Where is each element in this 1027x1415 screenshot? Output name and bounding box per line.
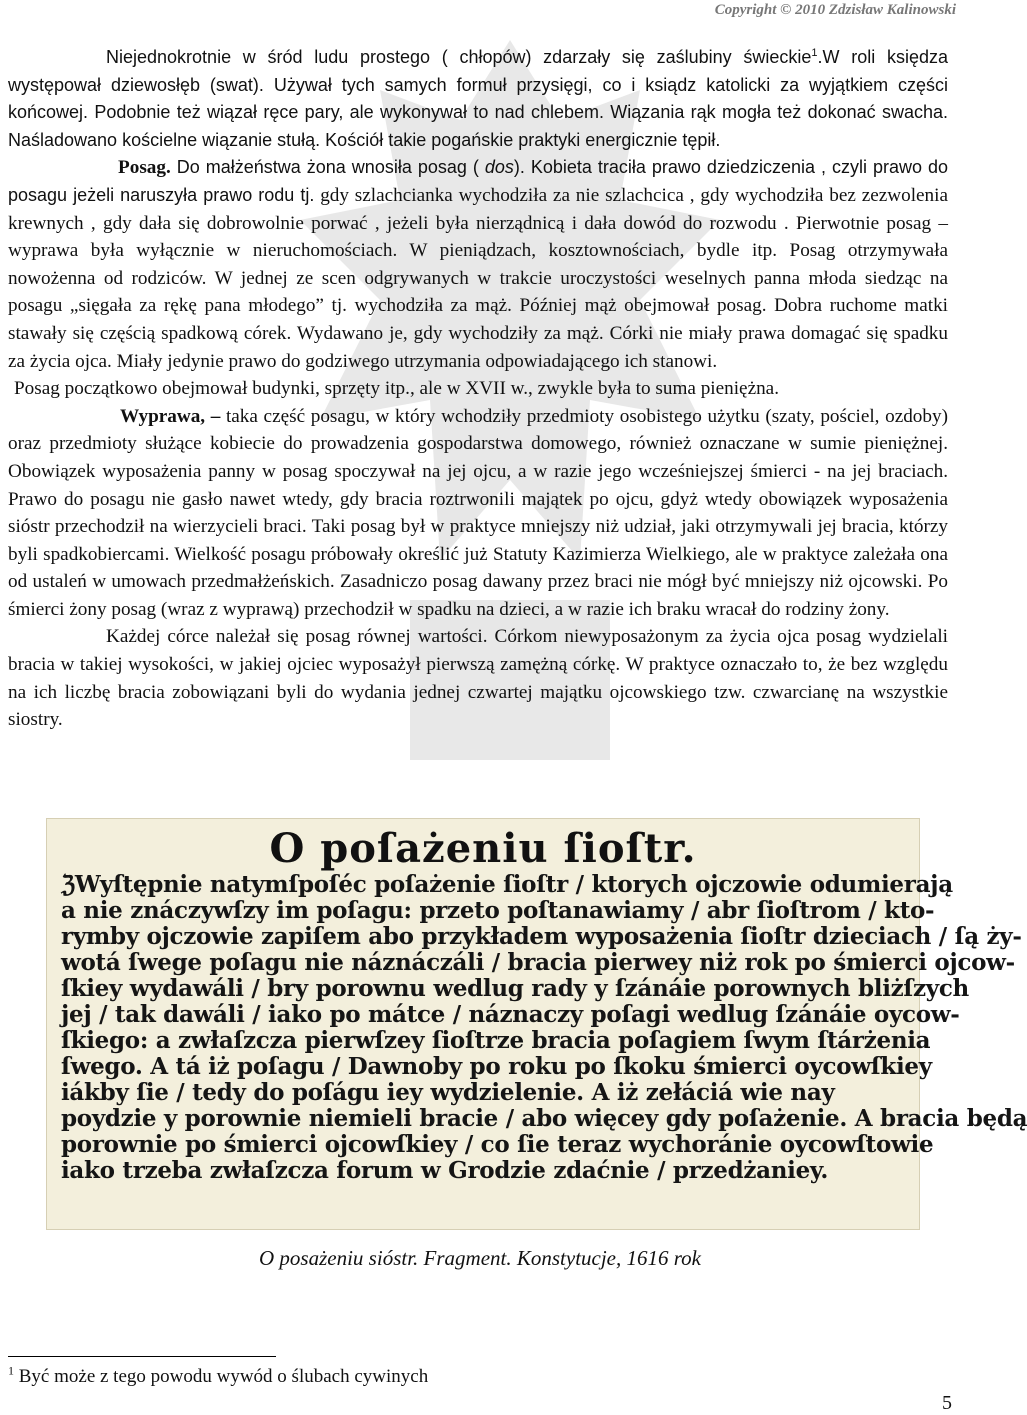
heading-posag: Posag. — [118, 157, 171, 179]
heading-wyprawa: Wyprawa, – — [120, 405, 221, 427]
fragment-line: rymby ojczowie zapiſem abo przykładem wyposażenia ſioſtr dzieciach / ſą ży- — [61, 923, 1022, 950]
fragment-line: jej / tak dawáli / iako po mátce / náznaczy poſagi wedlug ſzánáie oycow- — [61, 1001, 960, 1028]
fragment-line: poydzie y porownie niemieli bracie / abo więcey gdy poſażenie. A bracia będą — [61, 1105, 1027, 1132]
fragment-line: ſkiego: a zwłaſzcza pierwſzey ſioſtrze bracia poſagiem ſwym ſtárżenia — [61, 1027, 931, 1054]
fragment-line: ſkiey wydawáli / bry porownu wedlug rady y ſzánáie porownych bliżſzych — [61, 975, 969, 1002]
footnote-text: Być może z tego powodu wywód o ślubach cywinych — [18, 1366, 429, 1387]
paragraph-posag-xvii: Posag początkowo obejmował budynki, sprzęty itp., ale w XVII w., zwykle była to suma pieniężna. — [14, 378, 779, 400]
paragraph-ceremonies: Niejednokrotnie w śród ludu prostego ( chłopów) zdarzały się zaślubiny świeckie$^1$.W roli księdza występował dziewosłęb (swat). Używał tych samych formuł przysięgi, co i ksiądz katolicki za wyjątkiem części końcowej. Podobnie też wiązał ręce pary, ale wykonywał to nad chlebem. Wiązania rąk mogła też dokonać swacha. Naśladowano kościelne wiązanie stułą. Kościół takie pogańskie praktyki energicznie tępił. — [8, 47, 948, 150]
fragment-line: iako trzeba zwłaſzcza forum w Grodzie zdaćnie / przedżaniey. — [61, 1157, 829, 1184]
historical-text-fragment — [46, 818, 1027, 1230]
figure-caption: O posażeniu sióstr. Fragment. Konstytucje, 1616 rok — [259, 1246, 701, 1270]
page-number: 5 — [942, 1392, 952, 1414]
footnote-number: 1 — [8, 1363, 14, 1378]
paragraph-wyprawa: Wyprawa, – taka część posagu, w który wchodziły przedmioty osobistego użytku (szaty, pościel, ozdoby) oraz przedmioty służące kobiecie do prowadzenia gospodarstwa domowego, również oznaczane w sumie pieniężnej. Obowiązek wyposażenia panny w posag spoczywał na jej ojcu, a w razie jego wcześniejszej śmierci - na jej braciach. Prawo do posagu nie gasło nawet wtedy, gdy bracia roztrwonili majątek po ojcu, gdyż wtedy obowiązek wyposażenia sióstr przechodził na wierzycieli braci. Taki posag był w praktyce mniejszy niż udział, jaki otrzymywali jej bracia, którzy byli spadkobiercami. Wielkość posagu próbowały określić już Statuty Kazimierza Wielkiego, ale w praktyce zależała ona od ustaleń w umowach przedmałżeńskich. Zasadniczo posag dawany przez braci nie mógł być mniejszy niż ojcowski. Po śmierci żony posag (wraz z wyprawą) przechodził w spadku na dzieci, a w razie ich braku wracał do rodziny żony. — [8, 405, 948, 620]
fragment-title: O poſażeniu ſioſtr. — [269, 825, 697, 872]
paragraph-equal-dowry: Każdej córce należał się posag równej wartości. Córkom niewyposażonym za życia ojca posag wydzielali bracia w takiej wysokości, w jakiej ojciec wyposażył pierwszą zamężną córkę. W praktyce oznaczało to, że bez względu na ich liczbę bracia zobowiązani byli do wydania jednej czwartej majątku ojcowskiego tzw. czwarcianę na wszystkie siostry. — [8, 626, 948, 731]
footnote-separator — [8, 1356, 276, 1357]
fragment-line: iákby ſie / tedy do poſágu iey wydzielenie. A iż zełáciá wie nay — [61, 1079, 835, 1106]
paragraph-posag: Posag. Do małżeństwa żona wnosiła posag ( dos). Kobieta traciła prawo dziedziczenia , czyli prawo do posagu jeżeli naruszyła prawo rodu tj. gdy szlachcianka wychodziła za nie szlachcica , gdy wychodziła bez zezwolenia krewnych , gdy dała się dobrowolnie porwać , jeżeli była nierządnicą i dała dowód do rozwodu . Pierwotnie posag –wyprawa była wyłącznie w nieruchomościach. W pieniądzach, kosztownościach, bydle itp. Posag otrzymywała nowożenna od rodziców. W jednej ze scen odgrywanych w trakcie uroczystości weselnych panna młoda siedząc na posagu „sięgała za rękę pana młodego” tj. wychodziła za mąż. Później mąż obejmował posag. Dobra ruchome matki stawały się częścią spadkową córek. Wydawano je, gdy wychodziły za mąż. Córki nie miały prawa domagać się spadku za życia ojca. Miały jedynie prawo do godziwego utrzymania odpowiadającego ich stanowi. — [8, 157, 949, 372]
copyright-header: Copyright © 2010 Zdzisław Kalinowski — [714, 2, 956, 18]
fragment-line: ℨWyſtępnie natymſpoſéc poſażenie ſioſtr / ktorych ojczowie odumierają — [61, 871, 953, 898]
body-text — [8, 44, 948, 734]
fragment-lines — [47, 871, 1027, 1184]
fragment-line: ſwego. A tá iż poſagu / Dawnoby po roku po ſkoku śmierci oycowſkiey — [61, 1053, 932, 1080]
footnote — [8, 1363, 429, 1388]
footnote-ref: 1 — [811, 47, 818, 59]
fragment-line: wotá ſwege poſagu nie náznáczáli / bracia pierwey niż rok po śmierci ojcow- — [61, 949, 1015, 976]
fragment-line: porownie po śmierci ojcowſkiey / co ſie teraz wychoránie oycowſtowie — [61, 1131, 934, 1158]
fragment-line: a nie znáczywſzy im poſagu: przeto poſtanawiamy / abr ſioſtrom / kto- — [61, 897, 935, 924]
